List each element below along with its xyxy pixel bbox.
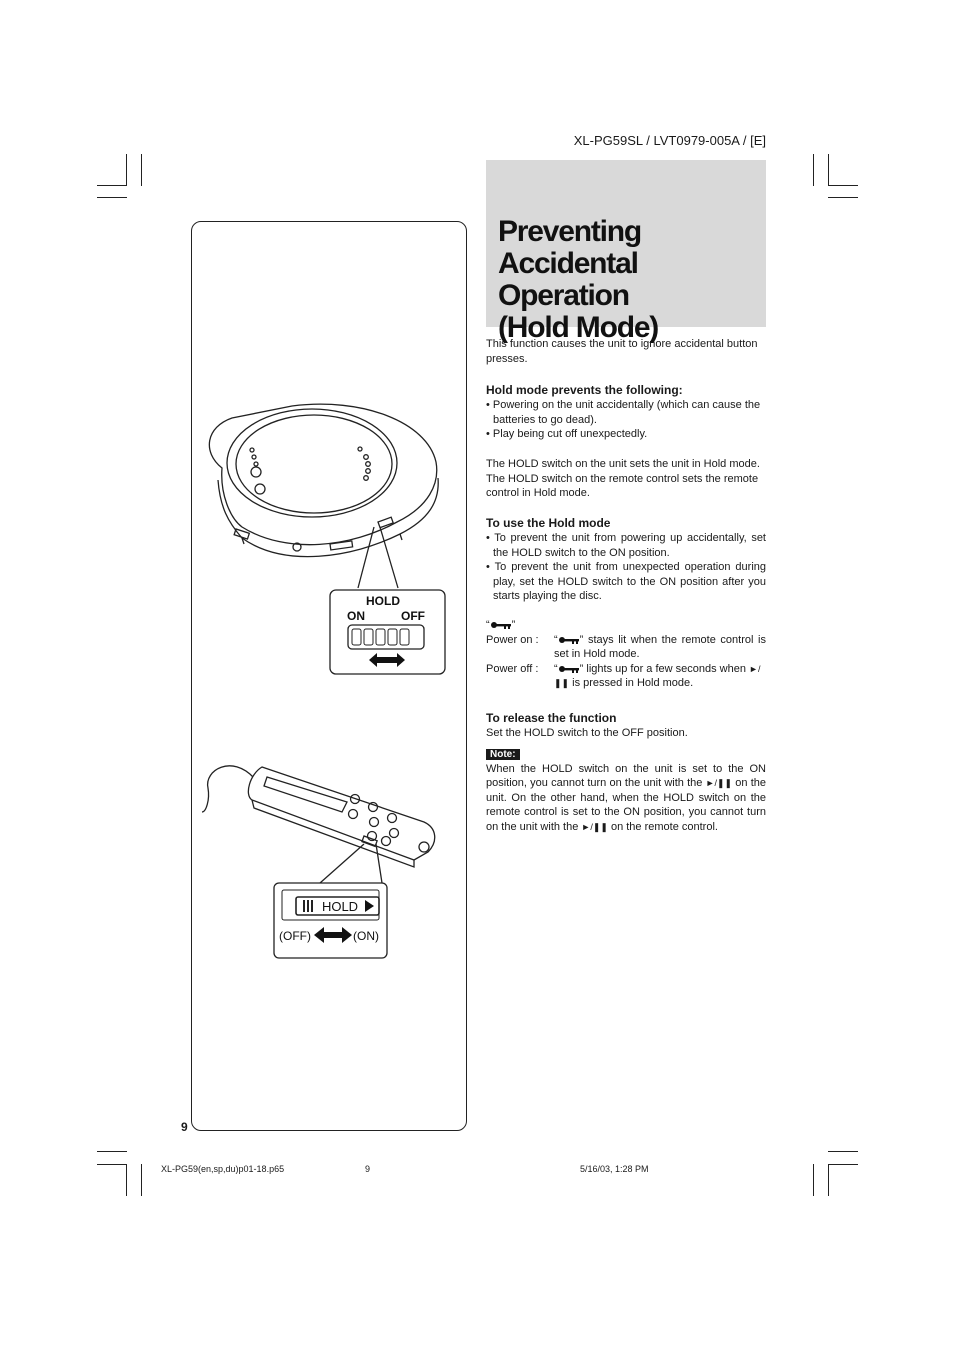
key-icon	[490, 621, 512, 629]
crop-mark	[828, 1164, 829, 1196]
crop-mark	[813, 1164, 814, 1196]
power-on-label: Power on :	[486, 633, 539, 646]
prevents-item: • Powering on the unit accidentally (which can cause the batteries to go dead).	[486, 399, 761, 426]
use-heading: To use the Hold mode	[486, 516, 611, 530]
unit-on-label: ON	[347, 609, 365, 623]
remote-hold-label: HOLD	[321, 899, 359, 914]
intro-paragraph	[486, 337, 766, 366]
document-code: XL-PG59SL / LVT0979-005A / [E]	[573, 133, 766, 148]
crop-mark	[828, 154, 829, 186]
footer-filename: XL-PG59(en,sp,du)p01-18.p65	[161, 1164, 285, 1174]
power-on-text: “ ” stays lit when the remote control is set in Hold mode.	[554, 633, 766, 660]
crop-mark	[813, 154, 814, 186]
power-off-text: “ ” lights up for a few seconds when ►/❚❚ is pressed in Hold mode.	[554, 662, 761, 689]
crop-mark	[828, 1164, 858, 1165]
release-heading: To release the function	[486, 711, 617, 725]
remote-on-label: (ON)	[353, 929, 379, 943]
switch-info-text: The HOLD switch on the unit sets the unit in Hold mode. The HOLD switch on the remote control sets the remote control in Hold mode.	[486, 458, 760, 499]
crop-mark	[828, 185, 858, 186]
remote-off-label: (OFF)	[279, 929, 311, 943]
crop-mark	[828, 197, 858, 198]
crop-mark	[126, 154, 127, 186]
crop-mark	[141, 154, 142, 186]
prevents-item: • Play being cut off unexpectedly.	[486, 428, 648, 440]
power-off-row	[486, 662, 766, 691]
crop-mark	[828, 1151, 858, 1152]
crop-mark	[97, 1164, 127, 1165]
unit-off-label: OFF	[401, 609, 425, 623]
key-indicator-section	[486, 618, 766, 691]
use-item: • To prevent the unit from unexpected operation during play, set the HOLD switch to the ON position after you starts playing the disc.	[486, 561, 766, 602]
use-section	[486, 516, 766, 604]
page-number: 9	[181, 1120, 188, 1134]
crop-mark	[141, 1164, 142, 1196]
illustration-svg	[192, 222, 466, 1130]
crop-mark	[97, 1151, 127, 1152]
note-text: When the HOLD switch on the unit is set to the ON position, you cannot turn on the unit with the ►/❚❚ on the unit. On the other hand, when the HOLD switch on the remote control is set to the ON position, you cannot turn on the unit with the ►/❚❚ on the remote control.	[486, 762, 766, 833]
play-pause-icon: ►/❚❚	[705, 778, 733, 788]
switch-info-paragraph	[486, 457, 766, 501]
release-section	[486, 711, 766, 741]
cd-player-illustration	[209, 404, 438, 588]
play-pause-icon: ►/❚❚	[581, 821, 608, 832]
key-icon	[558, 636, 580, 644]
key-heading: “ ”	[486, 619, 516, 631]
prevents-heading: Hold mode prevents the following:	[486, 383, 683, 397]
title-box	[486, 160, 766, 344]
footer-page: 9	[365, 1164, 371, 1174]
crop-mark	[97, 197, 127, 198]
remote-control-illustration	[202, 766, 435, 883]
crop-mark	[97, 185, 127, 186]
release-text: Set the HOLD switch to the OFF position.	[486, 727, 688, 739]
intro-text: This function causes the unit to ignore accidental button presses.	[486, 338, 758, 365]
prevents-section	[486, 383, 766, 442]
power-on-row	[486, 633, 766, 662]
crop-mark	[126, 1164, 127, 1196]
play-pause-icon: ►/❚❚	[554, 663, 761, 688]
remote-hold-switch-diagram	[274, 883, 387, 958]
footer-timestamp: 5/16/03, 1:28 PM	[580, 1164, 649, 1174]
note-badge: Note:	[486, 749, 520, 760]
unit-hold-label: HOLD	[366, 594, 400, 608]
power-off-label: Power off :	[486, 662, 539, 675]
illustration-panel	[191, 221, 467, 1131]
note-section	[486, 747, 766, 834]
key-icon	[558, 665, 580, 673]
use-item: • To prevent the unit from powering up accidentally, set the HOLD switch to the ON position.	[486, 532, 766, 559]
page-title: Preventing Accidental Operation (Hold Mode)	[498, 215, 659, 344]
